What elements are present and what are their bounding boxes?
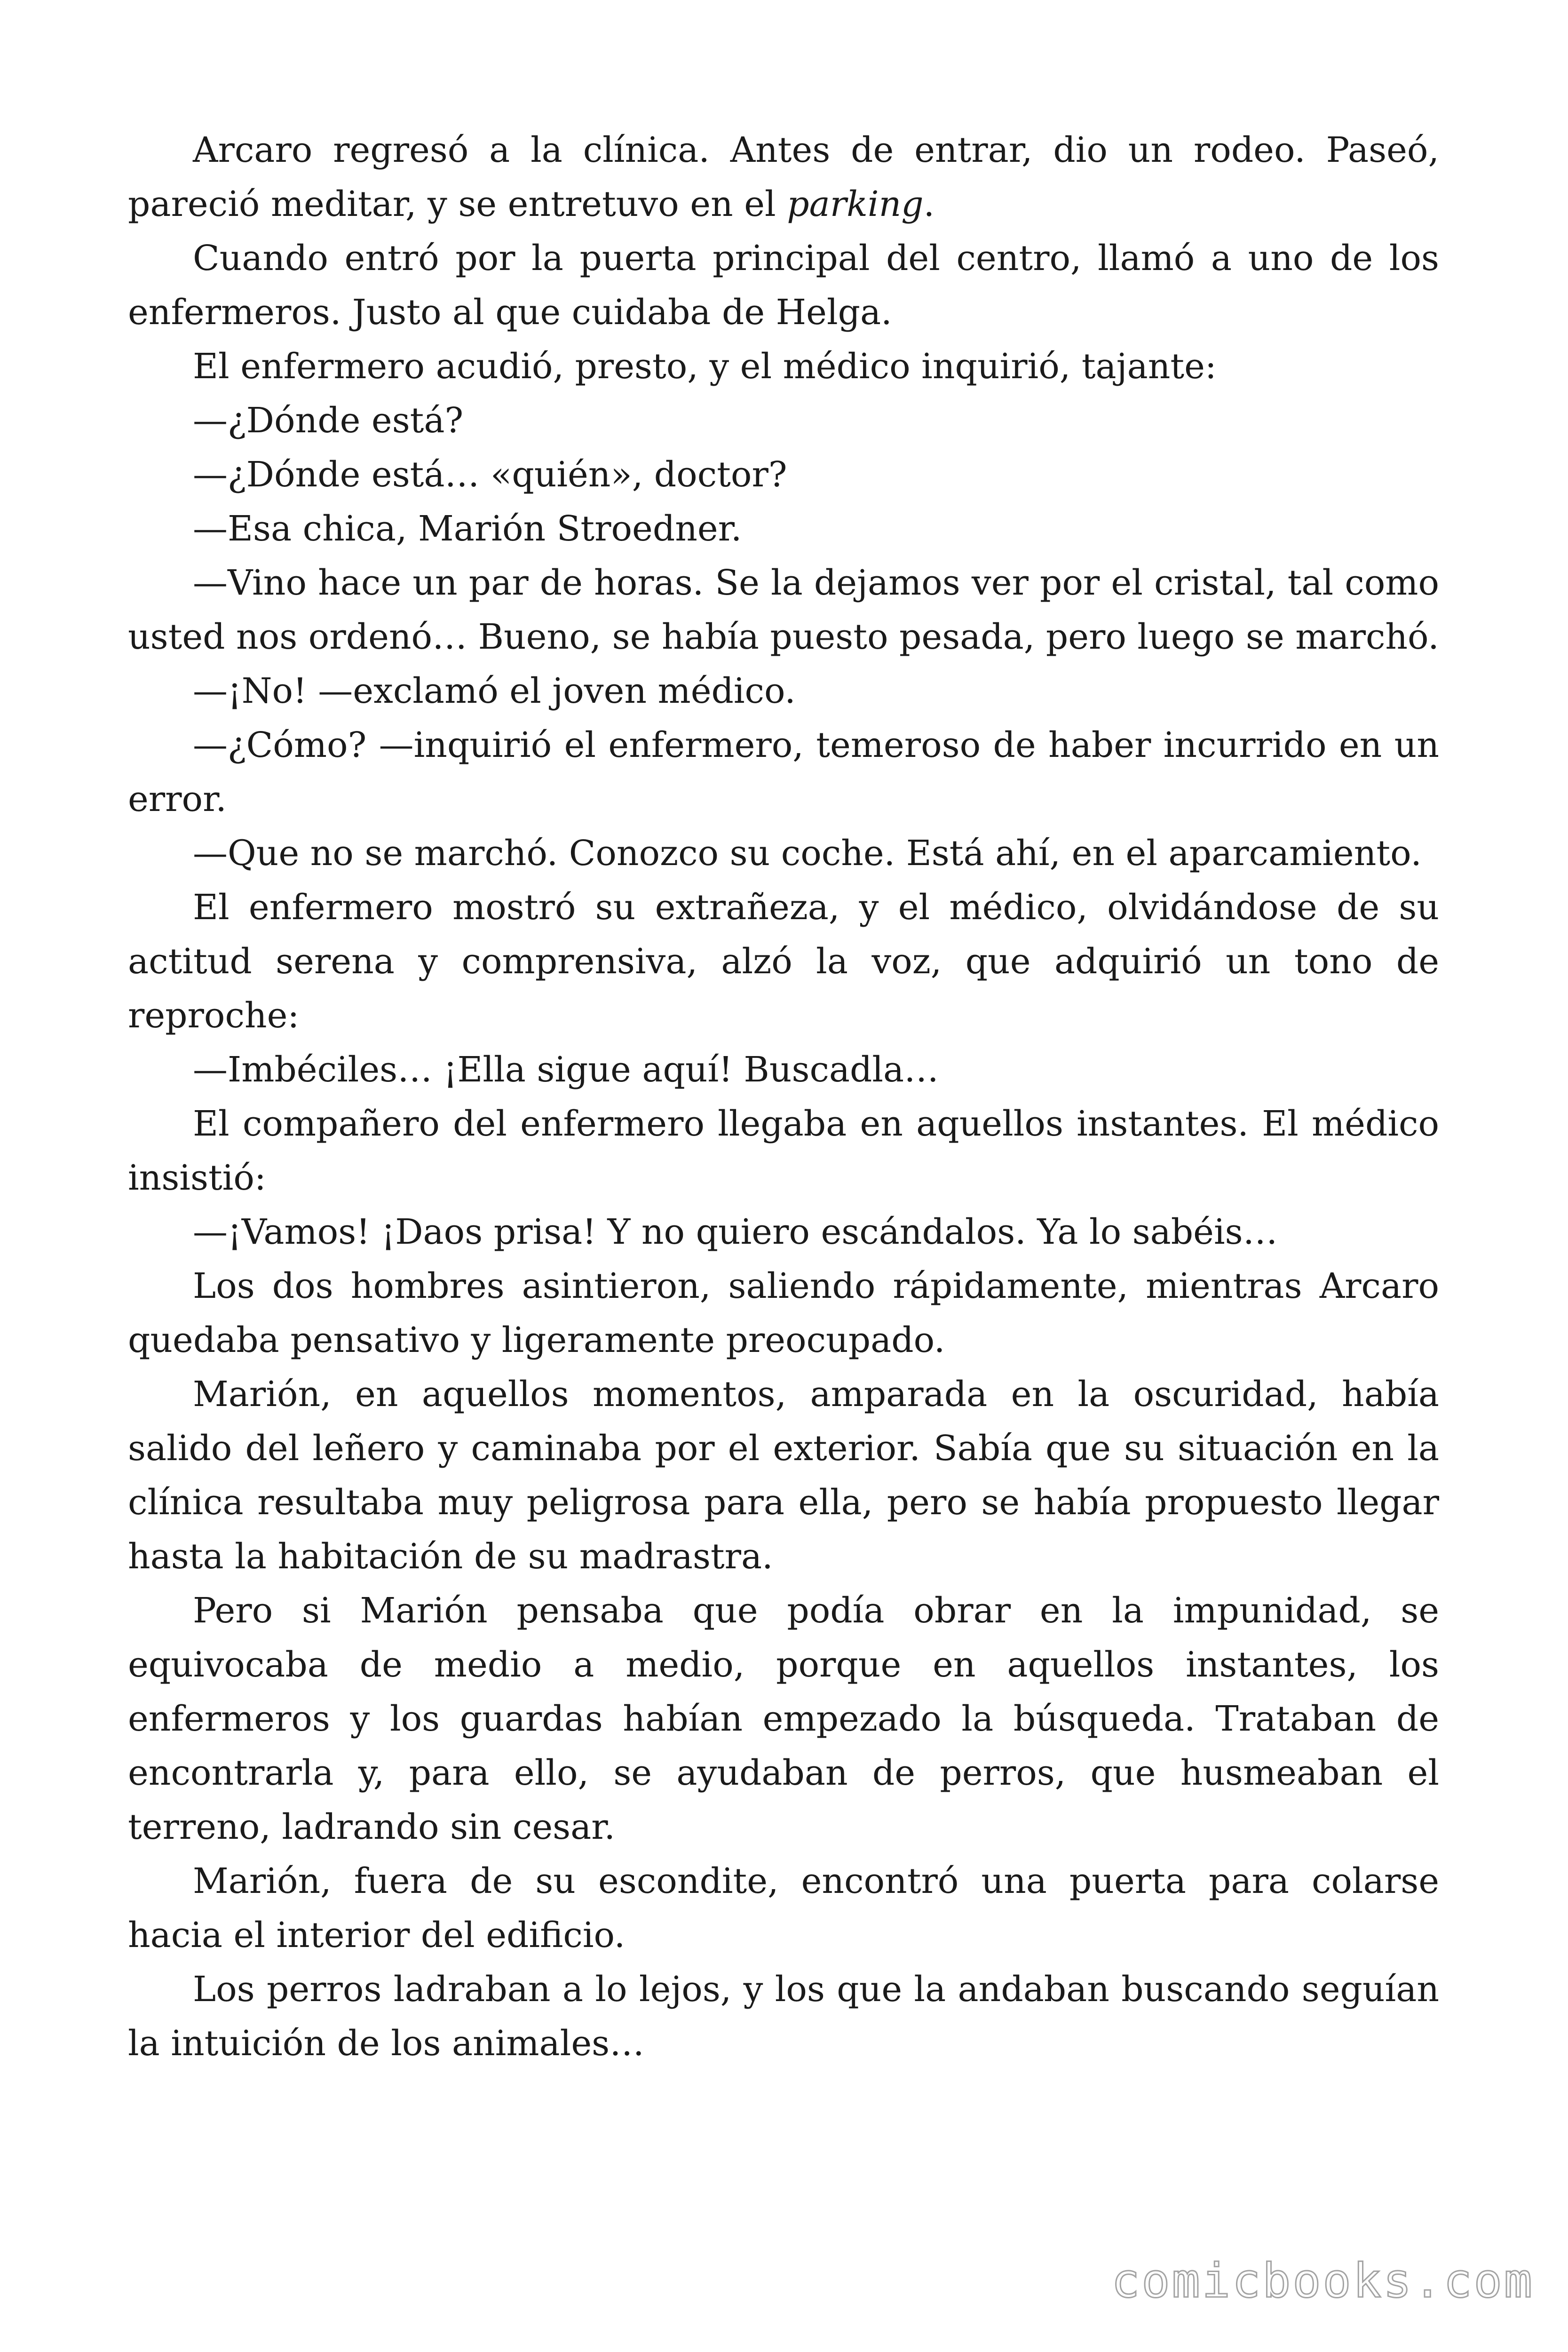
paragraph-12: —Imbéciles… ¡Ella sigue aquí! Buscadla… <box>193 1049 939 1090</box>
paragraph-7: —Vino hace un par de horas. Se la dejamos ver por el cristal, tal como usted nos ordenó… Bueno, se había puesto pesada, pero luego se marchó. <box>128 563 1439 657</box>
paragraph-1-text-start: Arcaro regresó a la clínica. Antes de entrar, dio un rodeo. Paseó, pareció meditar, y se entretuvo en el <box>128 130 1439 224</box>
paragraph-19: Los perros ladraban a lo lejos, y los que la andaban buscando seguían la intuición de los animales… <box>128 1969 1439 2064</box>
paragraph-10: —Que no se marchó. Conozco su coche. Está ahí, en el aparcamiento. <box>193 833 1422 874</box>
paragraph-11: El enfermero mostró su extrañeza, y el médico, olvidándose de su actitud serena y comprensiva, alzó la voz, que adquirió un tono de reproche: <box>128 887 1439 1036</box>
page-body <box>128 123 1439 2071</box>
paragraph-4: —¿Dónde está? <box>193 400 464 441</box>
paragraph-1-italic-word: parking <box>787 184 924 224</box>
paragraph-2: Cuando entró por la puerta principal del centro, llamó a uno de los enfermeros. Justo al que cuidaba de Helga. <box>128 238 1439 333</box>
paragraph-1-text-end: . <box>923 184 935 224</box>
paragraph-16: Marión, en aquellos momentos, amparada en la oscuridad, había salido del leñero y caminaba por el exterior. Sabía que su situación en la clínica resultaba muy peligrosa para ella, pero se había propuesto llegar hasta la habitación de su madrastra. <box>128 1374 1439 1577</box>
paragraph-14: —¡Vamos! ¡Daos prisa! Y no quiero escándalos. Ya lo sabéis… <box>193 1212 1278 1252</box>
paragraph-13: El compañero del enfermero llegaba en aquellos instantes. El médico insistió: <box>128 1104 1439 1198</box>
paragraph-8: —¡No! —exclamó el joven médico. <box>193 671 796 711</box>
paragraph-5: —¿Dónde está… «quién», doctor? <box>193 454 787 495</box>
paragraph-9: —¿Cómo? —inquirió el enfermero, temeroso de haber incurrido en un error. <box>128 725 1439 819</box>
paragraph-1 <box>128 123 1439 231</box>
watermark-text: comicbooks.com <box>1111 2253 1534 2308</box>
paragraph-3: El enfermero acudió, presto, y el médico inquirió, tajante: <box>193 346 1217 387</box>
paragraph-17: Pero si Marión pensaba que podía obrar en la impunidad, se equivocaba de medio a medio, porque en aquellos instantes, los enfermeros y los guardas habían empezado la búsqueda. Trataban de encontrarla y, para ello, se ayudaban de perros, que husmeaban el terreno, ladrando sin cesar. <box>128 1590 1439 1847</box>
paragraph-15: Los dos hombres asintieron, saliendo rápidamente, mientras Arcaro quedaba pensativo y ligeramente preocupado. <box>128 1266 1439 1360</box>
paragraph-6: —Esa chica, Marión Stroedner. <box>193 509 742 549</box>
paragraph-18: Marión, fuera de su escondite, encontró una puerta para colarse hacia el interior del edificio. <box>128 1861 1439 1955</box>
